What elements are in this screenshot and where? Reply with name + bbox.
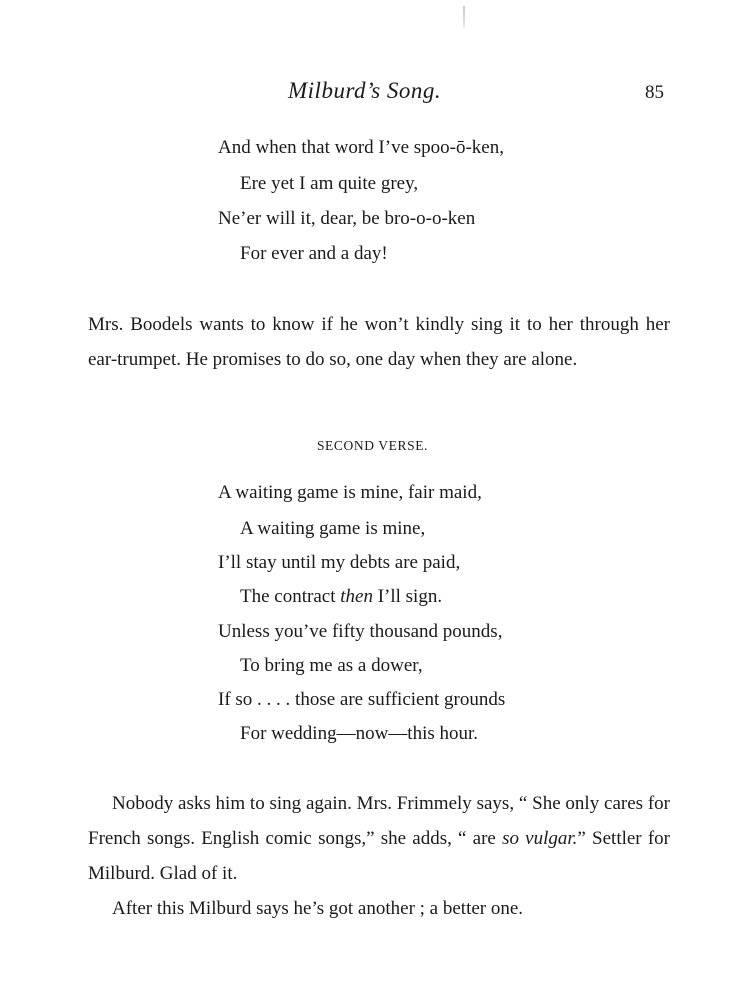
verse-line: A waiting game is mine, <box>240 518 426 539</box>
paragraph-text <box>88 786 670 891</box>
verse-line: Unless you’ve fifty thousand pounds, <box>218 621 503 642</box>
verse-line: To bring me as a dower, <box>240 655 423 676</box>
verse-line: If so . . . . those are sufficient grounds <box>218 689 506 710</box>
verse-line: Ere yet I am quite grey, <box>240 173 419 194</box>
verse-text: The contract <box>240 586 341 607</box>
verse-line: For ever and a day! <box>240 243 388 264</box>
paragraph-text-part: Nobody asks him to sing again. Mrs. Frimmely says, “ She only cares for French songs. English comic songs,” she adds, “ are <box>88 793 670 849</box>
running-title: Milburd’s Song. <box>288 78 442 103</box>
verse-line <box>240 586 442 608</box>
verse-line: A waiting game is mine, fair maid, <box>218 482 482 503</box>
verse-line: And when that word I’ve spoo-ō-ken, <box>218 137 504 158</box>
page-number: 85 <box>645 82 664 103</box>
paragraph-text-part: ” Settler for Milburd. Glad of it. <box>88 828 670 884</box>
verse-line: I’ll stay until my debts are paid, <box>218 552 461 573</box>
section-heading: SECOND VERSE. <box>316 438 429 453</box>
paragraph-text: After this Milburd says he’s got another ; a better one. <box>112 898 524 919</box>
paragraph-text: Mrs. Boodels wants to know if he won’t kindly sing it to her through her ear-trumpet. He promises to do so, one day when they are alone. <box>88 314 670 370</box>
emphasis-text: so vulgar. <box>502 828 578 849</box>
scan-speck <box>463 6 465 28</box>
paragraph-two <box>88 786 670 926</box>
running-head <box>0 78 745 110</box>
emphasis-text: then <box>340 586 373 607</box>
verse-text: I’ll sign. <box>372 586 443 607</box>
paragraph-one <box>88 307 670 377</box>
verse-line: Ne’er will it, dear, be bro-o-o-ken <box>218 208 476 229</box>
verse-line: For wedding—now—this hour. <box>240 723 479 744</box>
